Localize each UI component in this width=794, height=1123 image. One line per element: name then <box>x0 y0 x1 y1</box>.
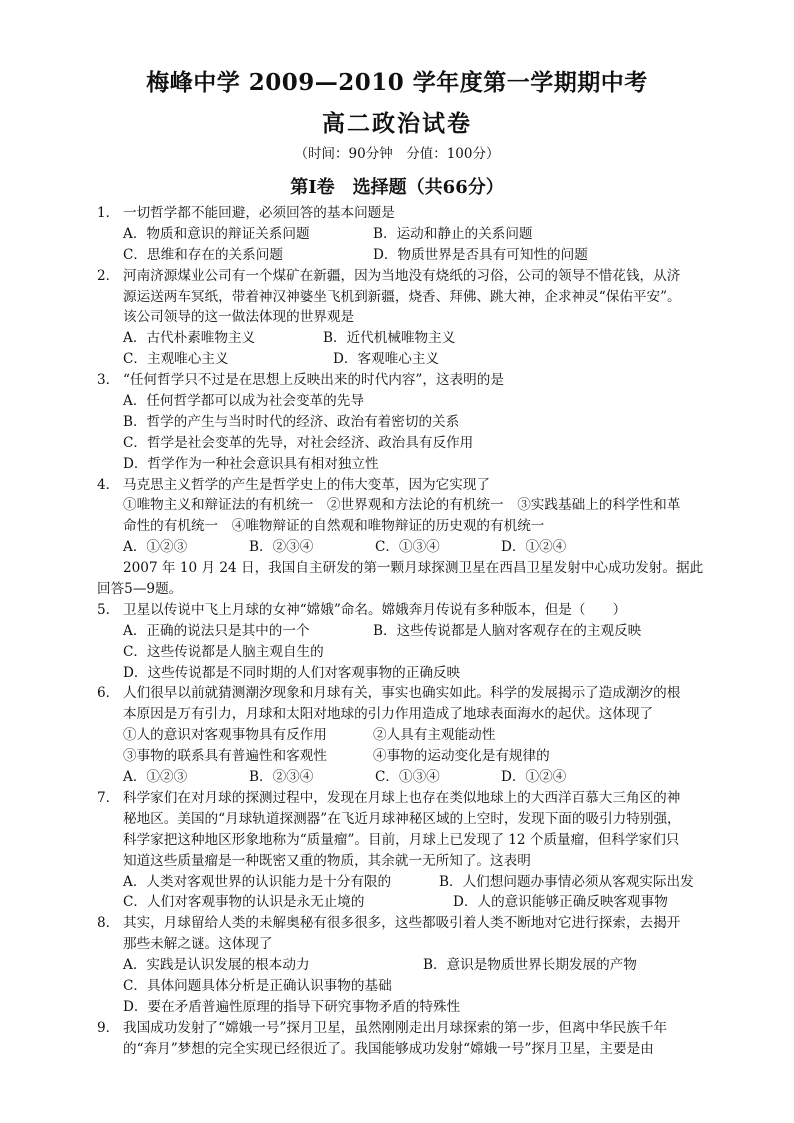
question-text: 科学家们在对月球的探测过程中，发现在月球上也存在类似地球上的大西洋百慕大三角区的神 <box>123 789 681 806</box>
question-4-items-cont: 命性的有机统一 ④唯物辩证的自然观和唯物辩证的历史观的有机统一 <box>123 518 545 535</box>
option-d: D．这些传说都是不同时期的人们对客观事物的正确反映 <box>123 664 461 681</box>
question-7-options-ab <box>97 872 707 893</box>
question-6-items-34 <box>97 746 707 767</box>
option-a: A．古代朴素唯物主义 <box>123 330 256 347</box>
option-a: A．①②③ <box>123 539 188 556</box>
question-number: 4． <box>97 476 120 493</box>
question-body <box>97 203 707 1060</box>
item-4: ④事物的运动变化是有规律的 <box>373 748 550 765</box>
question-number: 5． <box>97 601 120 618</box>
question-number: 8． <box>97 915 120 932</box>
question-number: 6． <box>97 685 120 702</box>
option-a: A．物质和意识的辩证关系问题 <box>123 225 310 242</box>
question-8-stem-cont: 那些未解之谜。这体现了 <box>123 936 273 953</box>
question-7-stem <box>97 788 707 809</box>
question-9-stem-cont: 的“奔月”梦想的完全实现已经很近了。我国能够成功发射“嫦娥一号”探月卫星，主要是由 <box>123 1040 654 1057</box>
question-5-options-ab <box>97 621 707 642</box>
question-7-options-cd <box>97 892 707 913</box>
option-b: B．近代机械唯物主义 <box>323 330 456 347</box>
option-c: C．①③④ <box>375 769 440 786</box>
item-2: ②人具有主观能动性 <box>373 727 496 744</box>
question-number: 7． <box>97 789 120 806</box>
question-6-stem-cont: 本原因是万有引力，月球和太阳对地球的引力作用造成了地球表面海水的起伏。这体现了 <box>123 706 654 723</box>
question-9-stem <box>97 1018 707 1039</box>
question-2-options-ab <box>97 328 707 349</box>
option-c: C．哲学是社会变革的先导，对社会经济、政治具有反作用 <box>123 434 474 451</box>
option-a: A．人类对客观世界的认识能力是十分有限的 <box>123 873 392 890</box>
option-b: B．运动和静止的关系问题 <box>373 225 533 242</box>
question-7-stem-cont: 秘地区。美国的“月球轨道探测器”在飞近月球神秘区域的上空时，发现下面的吸引力特别强， <box>123 810 681 827</box>
question-1-options-cd <box>97 245 707 266</box>
question-5-stem <box>97 600 707 621</box>
option-d: D．物质世界是否具有可知性的问题 <box>373 246 588 263</box>
question-8-options-ab <box>97 955 707 976</box>
option-b: B．②③④ <box>249 769 314 786</box>
question-text: 马克思主义哲学的产生是哲学史上的伟大变革，因为它实现了 <box>123 476 491 493</box>
question-4-stem <box>97 475 707 496</box>
exam-subject-title: 高二政治试卷 <box>322 110 472 137</box>
option-b: B．这些传说都是人脑对客观存在的主观反映 <box>373 622 642 639</box>
exam-title: 梅峰中学 2009—2010 学年度第一学期期中考 <box>146 69 648 96</box>
option-d: D．①②④ <box>501 769 567 786</box>
question-text: 一切哲学都不能回避，必须回答的基本问题是 <box>123 205 395 221</box>
option-b: B．②③④ <box>249 539 314 556</box>
option-d: D．人的意识能够正确反映客观事物 <box>453 894 668 911</box>
option-c: C．这些传说都是人脑主观自生的 <box>123 643 324 660</box>
question-number: 1． <box>97 205 120 221</box>
question-2-stem-cont: 源运送两车冥纸，带着神汉神婆坐飞机到新疆，烧香、拜佛、跳大神，企求神灵“保佑平安”。 <box>123 288 681 305</box>
question-text: 其实，月球留给人类的未解奥秘有很多很多，这些都吸引着人类不断地对它进行探索，去揭开 <box>123 915 681 932</box>
question-number: 2． <box>97 267 120 284</box>
option-c: C．人们对客观事物的认识是永无止境的 <box>123 894 365 911</box>
option-d: D．①②④ <box>501 539 567 556</box>
question-1-options-ab <box>97 224 707 245</box>
option-c: C．具体问题具体分析是正确认识事物的基础 <box>123 977 392 994</box>
question-6-stem <box>97 683 707 704</box>
exam-time-score: （时间：90分钟 分值：100分） <box>294 146 500 162</box>
question-6-options <box>97 767 707 788</box>
option-b: B．人们想问题办事情必须从客观实际出发 <box>439 873 694 890</box>
question-7-stem-cont: 科学家把这种地区形象地称为“质量瘤”。目前，月球上已发现了 12 个质量瘤，但科学家们只 <box>123 831 680 848</box>
question-4-items: ①唯物主义和辩证法的有机统一 ②世界观和方法论的有机统一 ③实践基础上的科学性和革 <box>123 497 681 514</box>
question-7-stem-cont: 知道这些质量瘤是一种既密又重的物质，其余就一无所知了。这表明 <box>123 852 531 869</box>
item-1: ①人的意识对客观事物具有反作用 <box>123 727 327 744</box>
option-b: B．哲学的产生与当时时代的经济、政治有着密切的关系 <box>123 413 460 430</box>
option-c: C．主观唯心主义 <box>123 351 229 368</box>
option-a: A．任何哲学都可以成为社会变革的先导 <box>123 393 364 410</box>
option-c: C．①③④ <box>375 539 440 556</box>
option-d: D．要在矛盾普遍性原理的指导下研究事物矛盾的特殊性 <box>123 998 461 1015</box>
question-2-options-cd <box>97 349 707 370</box>
question-text: “任何哲学只不过是在思想上反映出来的时代内容”，这表明的是 <box>123 372 504 389</box>
question-number: 3． <box>97 372 120 389</box>
question-text: 人们很早以前就猜测潮汐现象和月球有关，事实也确实如此。科学的发展揭示了造成潮汐的根 <box>123 685 681 702</box>
question-number: 9． <box>97 1019 120 1036</box>
question-text: 我国成功发射了“嫦娥一号”探月卫星，虽然刚刚走出月球探索的第一步，但离中华民族千年 <box>123 1019 668 1036</box>
question-text: 卫星以传说中飞上月球的女神“嫦娥”命名。嫦娥奔月传说有多种版本，但是（ ） <box>123 601 627 618</box>
option-a: A．①②③ <box>123 769 188 786</box>
item-3: ③事物的联系具有普遍性和客观性 <box>123 748 327 765</box>
question-4-options <box>97 537 707 558</box>
question-text: 河南济源煤业公司有一个煤矿在新疆，因为当地没有烧纸的习俗，公司的领导不惜花钱，从济 <box>123 267 681 284</box>
material-intro-cont: 回答5—9题。 <box>97 581 183 598</box>
question-2-stem-cont: 该公司领导的这一做法体现的世界观是 <box>123 309 355 326</box>
option-b: B．意识是物质世界长期发展的产物 <box>423 957 637 974</box>
section-heading: 第Ⅰ卷 选择题（共66分） <box>290 177 504 198</box>
question-8-stem <box>97 913 707 934</box>
question-2-stem <box>97 266 707 287</box>
option-a: A．实践是认识发展的根本动力 <box>123 957 310 974</box>
question-3-stem <box>97 370 707 391</box>
option-c: C．思维和存在的关系问题 <box>123 246 283 263</box>
question-1-stem <box>97 203 707 224</box>
question-6-items-12 <box>97 725 707 746</box>
material-intro: 2007 年 10 月 24 日，我国自主研发的第一颗月球探测卫星在西昌卫星发射中心成功发射。据此 <box>123 560 704 577</box>
option-d: D．哲学作为一种社会意识具有相对独立性 <box>123 455 379 472</box>
option-a: A．正确的说法只是其中的一个 <box>123 622 310 639</box>
option-d: D．客观唯心主义 <box>333 351 440 368</box>
